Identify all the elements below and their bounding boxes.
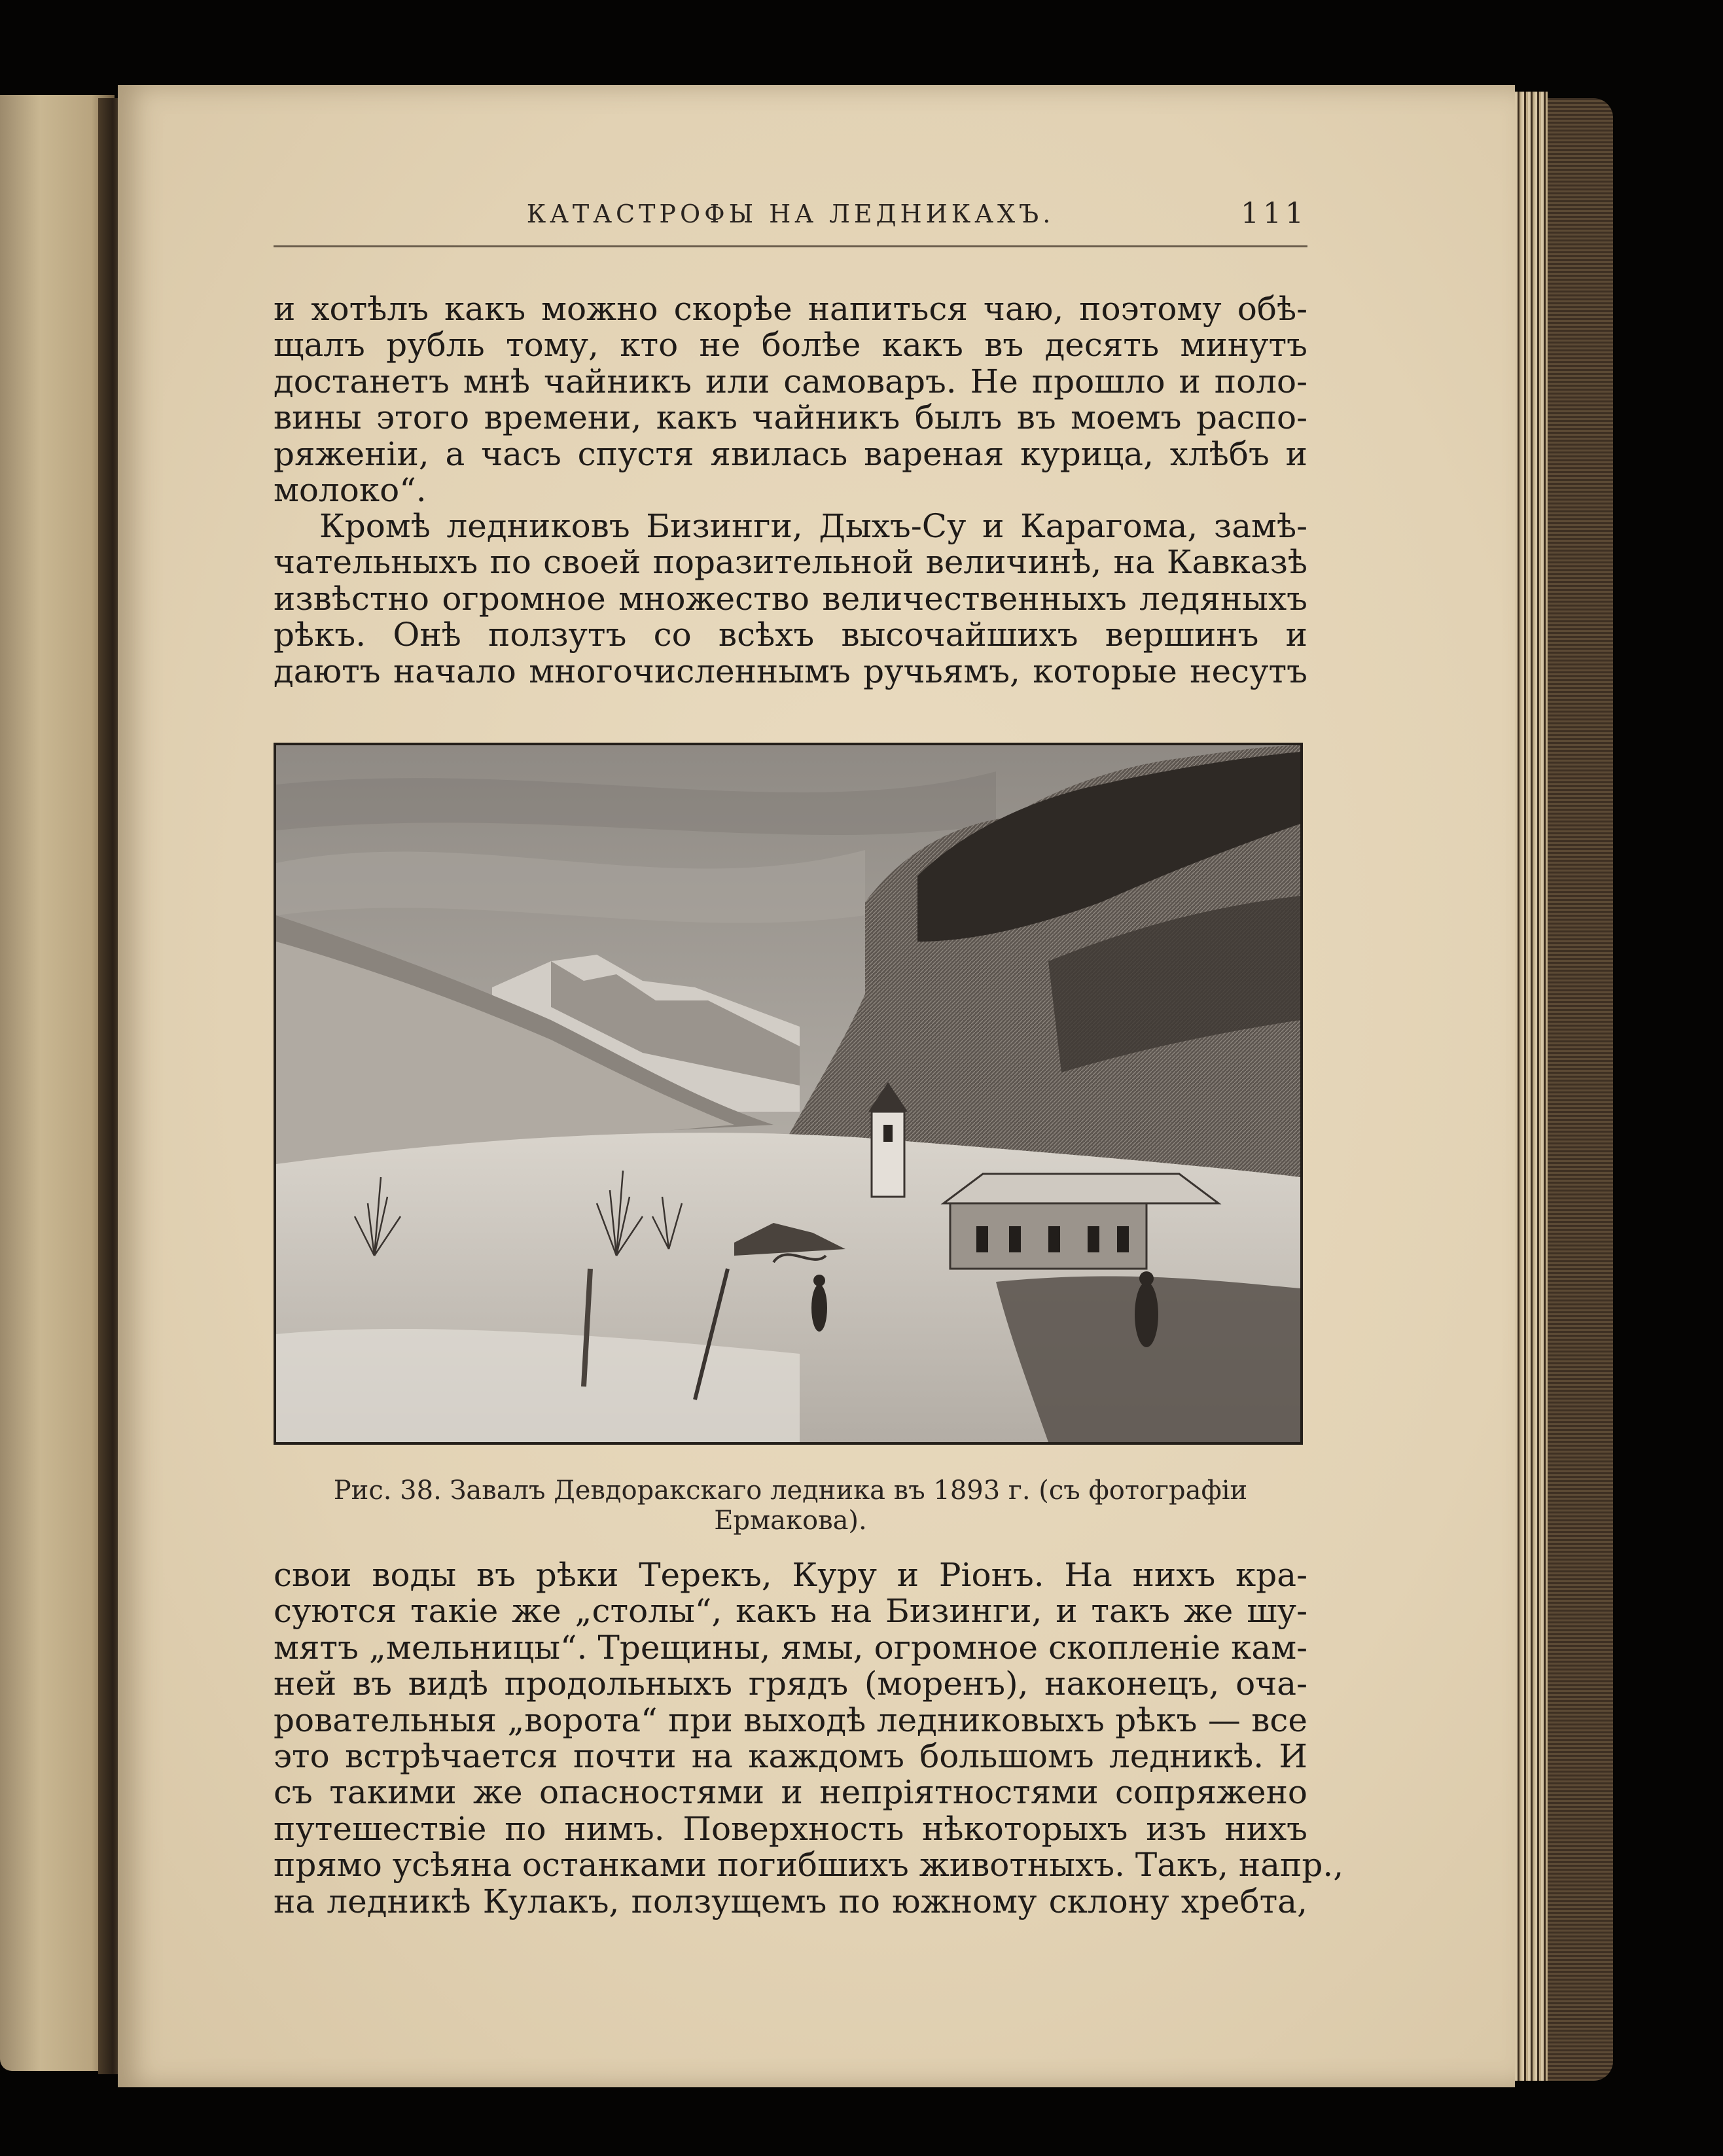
paragraph-mid bbox=[274, 508, 1307, 690]
figure-caption bbox=[274, 1476, 1307, 1536]
text-line: свои воды въ рѣки Терекъ, Куру и Ріонъ. На нихъ кра- bbox=[274, 1556, 1307, 1594]
text-line: молоко“. bbox=[274, 470, 427, 509]
text-line: Кромѣ ледниковъ Бизинги, Дыхъ-Су и Карагома, замѣ- bbox=[319, 507, 1307, 545]
text-line: суются такіе же „столы“, какъ на Бизинги, и такъ же шу- bbox=[274, 1592, 1307, 1631]
paragraph-top bbox=[274, 291, 1307, 508]
text-line: на ледникѣ Кулакъ, ползущемъ по южному склону хребта, bbox=[274, 1882, 1307, 1920]
left-page-edge bbox=[0, 95, 115, 2071]
mountain-landscape-illustration bbox=[276, 745, 1300, 1442]
text-line: мятъ „мельницы“. Трещины, ямы, огромное скопленіе кам- bbox=[274, 1628, 1307, 1667]
text-line: ней въ видѣ продольныхъ грядъ (моренъ), наконецъ, оча- bbox=[274, 1665, 1307, 1703]
text-line: и хотѣлъ какъ можно скорѣе напиться чаю, поэтому обѣ- bbox=[274, 290, 1307, 328]
caption-line: Ермакова). bbox=[714, 1506, 867, 1536]
running-head bbox=[274, 197, 1307, 247]
page-number: 111 bbox=[1241, 197, 1307, 230]
text-line: путешествіе по нимъ. Поверхность нѣкоторыхъ изъ нихъ bbox=[274, 1809, 1307, 1848]
caption-line: Рис. 38. Завалъ Девдоракскаго ледника въ 1893 г. (съ фотографіи bbox=[333, 1476, 1248, 1506]
paragraph-bottom bbox=[274, 1556, 1344, 1920]
text-line: вины этого времени, какъ чайникъ былъ въ моемъ распо- bbox=[274, 398, 1307, 437]
text-line: чательныхъ по своей поразительной величинѣ, на Кавказѣ bbox=[274, 543, 1307, 582]
text-line: рѣкъ. Онѣ ползутъ со всѣхъ высочайшихъ вершинъ и bbox=[274, 616, 1307, 654]
text-line: ряженіи, а часъ спустя явилась вареная курица, хлѣбъ и bbox=[274, 434, 1307, 473]
text-line: даютъ начало многочисленнымъ ручьямъ, которые несутъ bbox=[274, 652, 1307, 690]
text-line: ровательныя „ворота“ при выходѣ ледниковыхъ рѣкъ — все bbox=[274, 1701, 1307, 1739]
text-line: прямо усѣяна останками погибшихъ животныхъ. Такъ, напр., bbox=[274, 1846, 1344, 1884]
figure-photo bbox=[274, 743, 1303, 1445]
text-line: это встрѣчается почти на каждомъ большомъ ледникѣ. И bbox=[274, 1737, 1307, 1775]
header-title: КАТАСТРОФЫ НА ЛЕДНИКАХЪ. bbox=[526, 200, 1055, 228]
text-line: щалъ рубль тому, кто не болѣе какъ въ десять минутъ bbox=[274, 326, 1307, 364]
text-line: съ такими же опасностями и непріятностями сопряжено bbox=[274, 1773, 1307, 1812]
text-line: достанетъ мнѣ чайникъ или самоваръ. Не прошло и поло- bbox=[274, 362, 1307, 400]
text-line: извѣстно огромное множество величественныхъ ледяныхъ bbox=[274, 579, 1307, 618]
